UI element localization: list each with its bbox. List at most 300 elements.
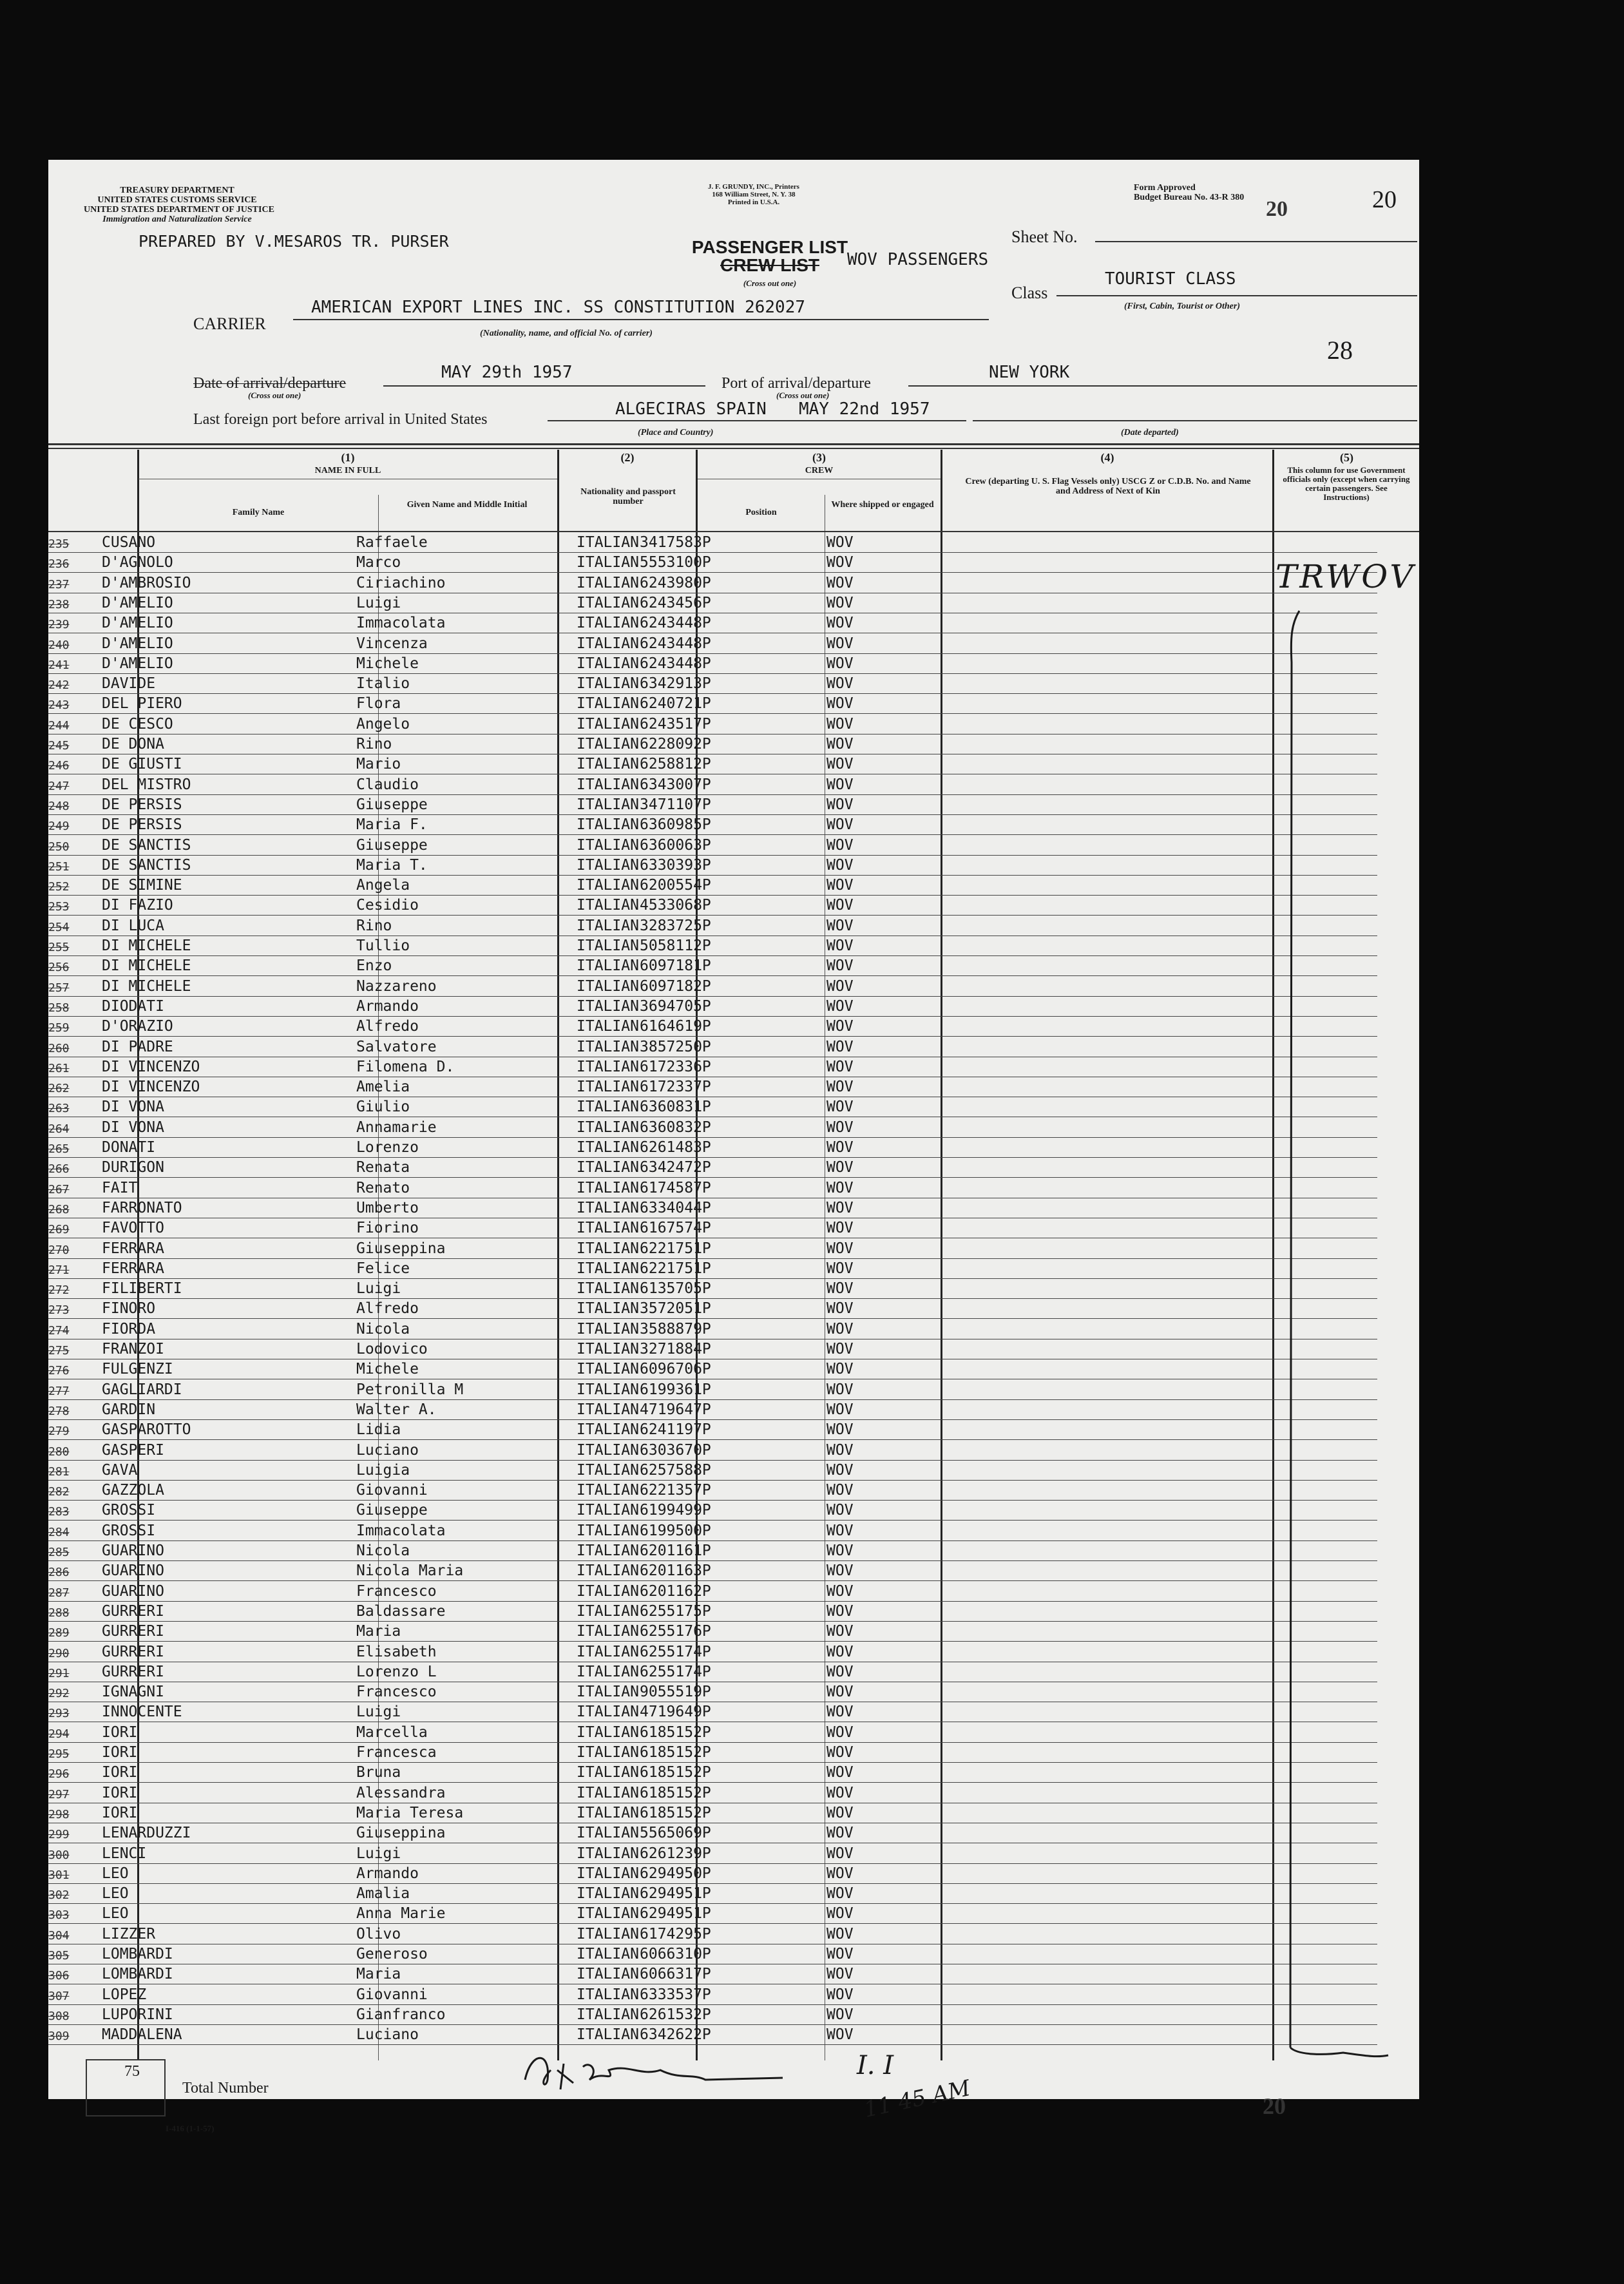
given-name: Luciano [356,1441,419,1459]
given-name: Alfredo [356,1300,419,1318]
given-name: Lorenzo L [356,1663,437,1680]
given-name: Giuseppe [356,836,428,854]
given-name: Renato [356,1179,410,1196]
table-row [48,1238,1377,1259]
family-name: IORI [102,1723,138,1741]
given-name: Raffaele [356,534,428,551]
passenger-list-sheet [48,160,1419,2133]
family-name: GROSSI [102,1502,156,1519]
given-name: Nazzareno [356,977,437,995]
family-name: IORI [102,1744,138,1761]
family-name: LOMBARDI [102,1966,173,1983]
given-name: Luigi [356,1845,401,1862]
table-row [48,916,1377,936]
table-row [48,1157,1377,1178]
where-shipped: WOV [826,2006,854,2023]
family-name: D'AGNOLO [102,554,173,571]
given-name: Immacolata [356,1522,446,1539]
where-shipped: WOV [826,1663,854,1680]
table-row [48,1682,1377,1702]
nationality: ITALIAN [577,1623,639,1640]
table-row [48,1097,1377,1117]
given-name: Walter A. [356,1401,437,1418]
where-shipped: WOV [826,715,854,733]
table-row [48,1016,1377,1037]
table-row [48,1137,1377,1158]
passport-number: 3417583P [640,534,711,551]
where-shipped: WOV [826,1079,854,1096]
passport-number: 6255174P [640,1643,711,1660]
given-name: Maria [356,1966,401,1983]
table-row [48,1783,1377,1803]
nationality: ITALIAN [577,1280,639,1298]
row-number: 278 [48,1404,70,1418]
class-rule [1056,295,1417,296]
where-shipped: WOV [826,796,854,813]
given-name: Rino [356,736,392,753]
handwritten-bracket-line [1272,598,1419,2080]
family-name: FARRONATO [102,1199,182,1216]
passport-number: 3572051P [640,1300,711,1318]
family-name: INNOCENTE [102,1703,182,1721]
family-name: GUARINO [102,1542,164,1559]
class-hint: (First, Cabin, Tourist or Other) [1124,302,1240,311]
where-shipped: WOV [826,1744,854,1761]
family-name: DI VONA [102,1118,164,1136]
last-port-label: Last foreign port before arrival in United States [193,411,488,428]
row-number: 251 [48,859,70,874]
budget-bureau-label: Budget Bureau No. 43-R 380 [1134,193,1245,202]
date-value: MAY 29th 1957 [441,363,573,382]
family-name: GURRERI [102,1623,164,1640]
passport-number: 6360831P [640,1099,711,1116]
row-number: 268 [48,1202,70,1216]
family-name: LENCI [102,1845,147,1862]
family-name: DI MICHELE [102,977,191,995]
given-name: Baldassare [356,1602,446,1620]
passport-number: 3283725P [640,917,711,934]
given-name: Vincenza [356,635,428,652]
row-number: 261 [48,1061,70,1075]
family-name: FIORDA [102,1320,156,1338]
family-name: FILIBERTI [102,1280,182,1298]
where-shipped: WOV [826,957,854,975]
table-row [48,1883,1377,1904]
given-name: Nicola [356,1320,410,1338]
where-shipped: WOV [826,574,854,591]
nationality: ITALIAN [577,1461,639,1479]
passport-number: 6240721P [640,695,711,713]
table-row [48,1742,1377,1763]
passport-number: 6228092P [640,736,711,753]
passport-number: 6360985P [640,816,711,834]
place-country-hint: (Place and Country) [638,428,714,437]
family-name: FULGENZI [102,1361,173,1378]
where-shipped: WOV [826,776,854,793]
list-title-passenger: PASSENGER LIST [691,237,848,257]
passport-number: 6261239P [640,1845,711,1862]
given-name: Enzo [356,957,392,975]
passport-number: 6243456P [640,594,711,611]
passport-number: 6243980P [640,574,711,591]
where-shipped: WOV [826,675,854,693]
agency-line-3: UNITED STATES DEPARTMENT OF JUSTICE [84,205,274,215]
passport-number: 6334044P [640,1199,711,1216]
passport-number: 6360832P [640,1118,711,1136]
given-name-header: Given Name and Middle Initial [406,500,528,510]
given-name: Umberto [356,1199,419,1216]
where-shipped: WOV [826,1623,854,1640]
passport-number: 6294950P [640,1865,711,1882]
family-name: DE GIUSTI [102,756,182,773]
date-label [193,375,346,392]
family-name: DE SANCTIS [102,856,191,874]
where-shipped-header: Where shipped or engaged [831,500,934,510]
list-title [686,238,854,293]
family-name: GUARINO [102,1562,164,1580]
family-name: DURIGON [102,1159,164,1176]
family-name: DONATI [102,1139,156,1156]
table-row [48,1903,1377,1924]
page-count: 28 [1327,336,1353,365]
row-number: 292 [48,1687,70,1701]
given-name: Mario [356,756,401,773]
where-shipped: WOV [826,856,854,874]
row-number: 269 [48,1223,70,1237]
family-name: D'AMELIO [102,655,173,672]
given-name: Maria Teresa [356,1804,464,1821]
nationality: ITALIAN [577,675,639,693]
port-crossout-note: (Cross out one) [776,390,830,400]
given-name: Italio [356,675,410,693]
agency-line-4: Immigration and Naturalization Service [102,215,252,224]
nationality: ITALIAN [577,534,639,551]
family-name: DE DONA [102,736,164,753]
passport-number: 6360063P [640,836,711,854]
form-id: I-416 (1-1-57) [166,2124,215,2133]
nationality: ITALIAN [577,977,639,995]
nationality: ITALIAN [577,1199,639,1216]
given-name: Francesco [356,1582,437,1600]
last-port-date: MAY 22nd 1957 [799,399,930,419]
row-number: 265 [48,1142,70,1156]
nationality: ITALIAN [577,1825,639,1842]
row-number: 301 [48,1868,70,1882]
given-name: Giuseppina [356,1240,446,1257]
given-name: Annamarie [356,1118,437,1136]
row-number: 254 [48,920,70,934]
given-name: Luigia [356,1461,410,1479]
family-name: DI VINCENZO [102,1079,200,1096]
table-row [48,754,1377,774]
nationality: ITALIAN [577,1643,639,1660]
family-name: IGNAGNI [102,1684,164,1701]
given-name: Giovanni [356,1986,428,2003]
passport-number: 6199361P [640,1381,711,1398]
passport-number: 6199500P [640,1522,711,1539]
passport-number: 6201162P [640,1582,711,1600]
given-name: Marcella [356,1723,428,1741]
carrier-label: CARRIER [193,314,266,333]
passport-number: 6199499P [640,1502,711,1519]
given-name: Fiorino [356,1220,419,1237]
sheet-no-value: 20 [1266,197,1288,221]
table-row [48,1198,1377,1218]
nationality: ITALIAN [577,997,639,1015]
nationality: ITALIAN [577,1118,639,1136]
given-name: Bruna [356,1764,401,1781]
port-rule [908,385,1417,387]
table-row [48,1440,1377,1461]
nationality: ITALIAN [577,1341,639,1358]
table-row [48,895,1377,916]
row-number: 256 [48,961,70,975]
family-name: D'AMELIO [102,635,173,652]
row-number: 302 [48,1888,70,1903]
nationality: ITALIAN [577,1784,639,1801]
prepared-by: PREPARED BY V.MESAROS TR. PURSER [139,232,449,251]
given-name: Filomena D. [356,1058,455,1075]
family-name: LEO [102,1905,129,1923]
given-name: Armando [356,1865,419,1882]
given-name: Luigi [356,1280,401,1298]
table-row [48,693,1377,714]
where-shipped: WOV [826,1038,854,1055]
passport-number: 6261532P [640,2006,711,2023]
nationality: ITALIAN [577,1058,639,1075]
nationality: ITALIAN [577,1482,639,1499]
row-number: 279 [48,1425,70,1439]
table-row [48,2004,1377,2025]
family-name: DI LUCA [102,917,164,934]
nationality: ITALIAN [577,2026,639,2044]
passport-number: 6342472P [640,1159,711,1176]
row-number: 262 [48,1082,70,1096]
passport-number: 6172336P [640,1058,711,1075]
handwritten-annotation: TRWOV [1275,558,1416,595]
passport-number: 5565069P [640,1825,711,1842]
nationality: ITALIAN [577,1139,639,1156]
row-number: 287 [48,1586,70,1600]
passport-number: 6303670P [640,1441,711,1459]
table-row [48,794,1377,815]
form-approved [1134,183,1244,202]
where-shipped: WOV [826,937,854,954]
family-name: GUARINO [102,1582,164,1600]
table-row [48,1500,1377,1521]
passport-number: 3694705P [640,997,711,1015]
table-row [48,1399,1377,1420]
passport-number: 6241197P [640,1421,711,1439]
where-shipped: WOV [826,1260,854,1277]
family-name: DE SIMINE [102,877,182,894]
table-row [48,2024,1377,2045]
given-name: Amelia [356,1079,410,1096]
row-number: 241 [48,658,70,672]
row-number: 239 [48,618,70,632]
where-shipped: WOV [826,1562,854,1580]
nationality: ITALIAN [577,1421,639,1439]
passport-number: 3588879P [640,1320,711,1338]
family-name: FERRARA [102,1240,164,1257]
class-value: TOURIST CLASS [1105,269,1236,289]
given-name: Rino [356,917,392,934]
form-approved-label: Form Approved [1134,183,1196,193]
given-name: Alessandra [356,1784,446,1801]
where-shipped: WOV [826,2026,854,2044]
nationality: ITALIAN [577,1361,639,1378]
table-row [48,1581,1377,1602]
table-row [48,573,1377,593]
position-header: Position [745,508,777,517]
table-row [48,1823,1377,1843]
col5-num: (5) [1340,451,1353,464]
port-value: NEW YORK [989,363,1070,382]
nationality: ITALIAN [577,1018,639,1035]
family-name: FERRARA [102,1260,164,1277]
given-name: Amalia [356,1885,410,1903]
where-shipped: WOV [826,1522,854,1539]
row-number: 299 [48,1828,70,1842]
given-name: Felice [356,1260,410,1277]
given-name: Angela [356,877,410,894]
row-number: 305 [48,1949,70,1963]
family-name: DI FAZIO [102,897,173,914]
where-shipped: WOV [826,1461,854,1479]
given-name: Anna Marie [356,1905,446,1923]
family-name: DEL MISTRO [102,776,191,793]
nationality: ITALIAN [577,1703,639,1721]
table-row [48,1298,1377,1319]
table-row [48,955,1377,976]
nationality: ITALIAN [577,574,639,591]
where-shipped: WOV [826,635,854,652]
where-shipped: WOV [826,1885,854,1903]
passport-number: 3857250P [640,1038,711,1055]
row-number: 243 [48,698,70,713]
family-name: DI MICHELE [102,957,191,975]
nationality: ITALIAN [577,1905,639,1923]
nationality: ITALIAN [577,877,639,894]
nationality: ITALIAN [577,1381,639,1398]
last-port-value: ALGECIRAS SPAIN [615,399,767,419]
nationality: ITALIAN [577,1845,639,1862]
table-row [48,1843,1377,1864]
where-shipped: WOV [826,816,854,834]
table-row [48,875,1377,896]
col3-title: CREW [805,466,834,475]
given-name: Lorenzo [356,1139,419,1156]
table-row [48,1419,1377,1440]
where-shipped: WOV [826,1118,854,1136]
nationality: ITALIAN [577,1320,639,1338]
where-shipped: WOV [826,1502,854,1519]
nationality: ITALIAN [577,1159,639,1176]
passport-number: 6185152P [640,1804,711,1821]
row-number: 266 [48,1162,70,1176]
nationality: ITALIAN [577,1502,639,1519]
given-name: Luigi [356,594,401,611]
row-number: 260 [48,1041,70,1055]
given-name: Maria T. [356,856,428,874]
table-row [48,633,1377,654]
where-shipped: WOV [826,1602,854,1620]
passport-number: 6294951P [640,1885,711,1903]
list-title-crew: CREW LIST [720,255,819,275]
nationality: ITALIAN [577,1946,639,1963]
total-label: Total Number [182,2080,269,2097]
row-number: 270 [48,1243,70,1257]
row-number: 309 [48,2030,70,2044]
family-name: GAZZOLA [102,1482,164,1499]
row-number: 236 [48,557,70,571]
nationality: ITALIAN [577,917,639,934]
family-name: GASPAROTTO [102,1421,191,1439]
nationality: ITALIAN [577,1079,639,1096]
table-row [48,1480,1377,1501]
family-name: DI VONA [102,1099,164,1116]
where-shipped: WOV [826,917,854,934]
given-name: Luigi [356,1703,401,1721]
nationality: ITALIAN [577,1663,639,1680]
row-number: 238 [48,597,70,611]
passport-number: 6185152P [640,1723,711,1741]
family-name: LENARDUZZI [102,1825,191,1842]
nationality: ITALIAN [577,816,639,834]
table-row [48,1702,1377,1722]
col4-title: Crew (departing U. S. Flag Vessels only) USCG Z or C.D.B. No. and Name and Address of Next of Kin [965,477,1251,496]
row-number: 252 [48,880,70,894]
row-number: 273 [48,1303,70,1318]
nationality: ITALIAN [577,1865,639,1882]
passport-number: 6200554P [640,877,711,894]
row-number: 246 [48,759,70,773]
table-row [48,1218,1377,1238]
nationality: ITALIAN [577,957,639,975]
given-name: Olivo [356,1925,401,1943]
where-shipped: WOV [826,1643,854,1660]
where-shipped: WOV [826,1300,854,1318]
given-name: Maria F. [356,816,428,834]
where-shipped: WOV [826,1845,854,1862]
passport-number: 6343007P [640,776,711,793]
nationality: ITALIAN [577,554,639,571]
table-row [48,1178,1377,1198]
where-shipped: WOV [826,1804,854,1821]
carrier-value: AMERICAN EXPORT LINES INC. SS CONSTITUTION 262027 [311,298,806,317]
where-shipped: WOV [826,1018,854,1035]
table-row [48,835,1377,856]
family-name: FAVOTTO [102,1220,164,1237]
family-name: LUPORINI [102,2006,173,2023]
family-name: LEO [102,1885,129,1903]
where-shipped: WOV [826,977,854,995]
sheet-no-label: Sheet No. [1011,227,1078,246]
given-name: Francesco [356,1684,437,1701]
passport-number: 6221751P [640,1240,711,1257]
printer-block [676,183,831,206]
row-number: 293 [48,1707,70,1721]
row-number: 257 [48,981,70,995]
given-name: Giuseppe [356,1502,428,1519]
nationality: ITALIAN [577,756,639,773]
where-shipped: WOV [826,1421,854,1439]
passport-number: 6174295P [640,1925,711,1943]
nationality-header: Nationality and passport number [580,487,676,506]
where-shipped: WOV [826,1280,854,1298]
family-name: D'ORAZIO [102,1018,173,1035]
where-shipped: WOV [826,1179,854,1196]
